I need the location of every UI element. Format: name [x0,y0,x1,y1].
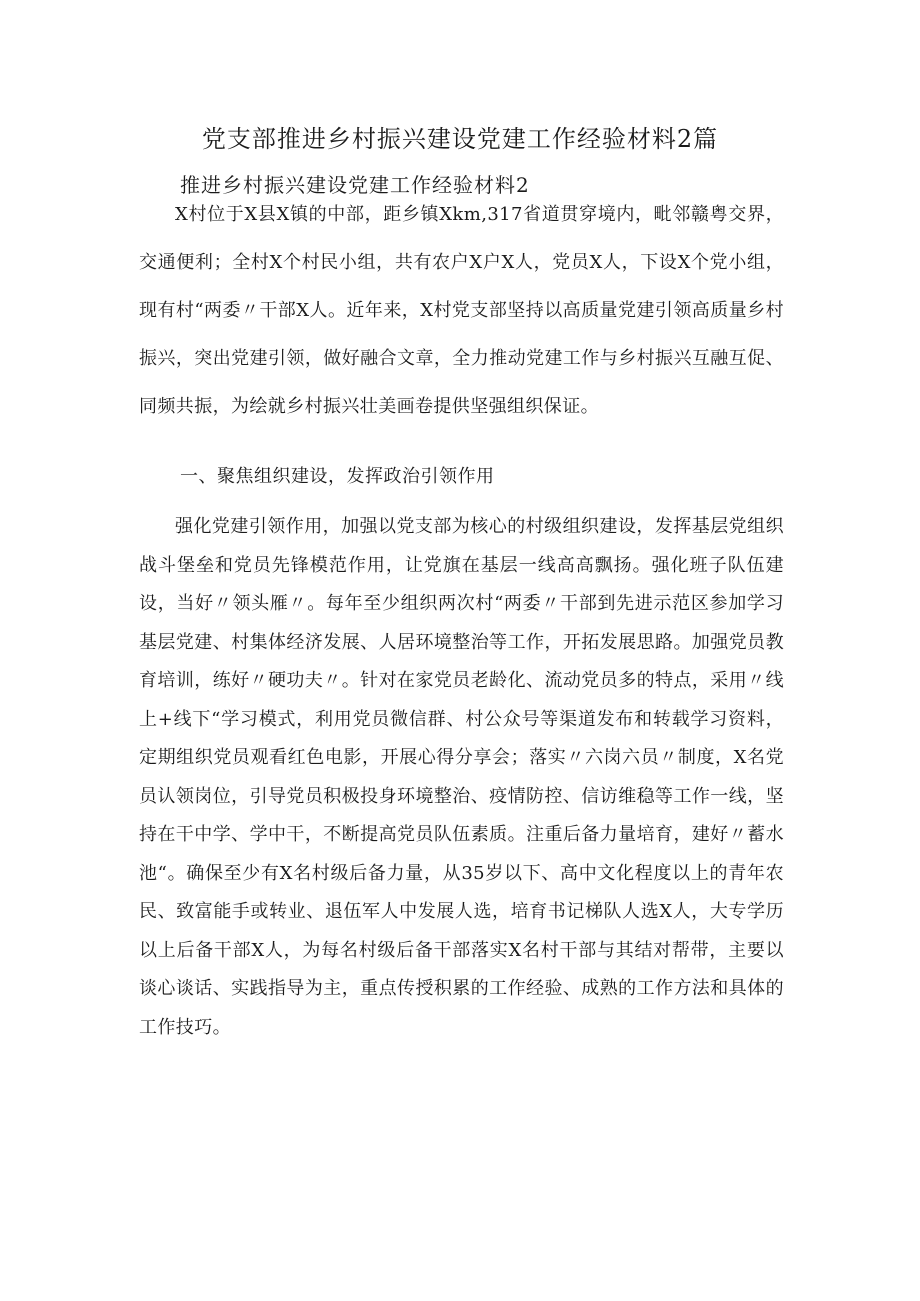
document-subtitle: 推进乡村振兴建设党建工作经验材料2 [180,173,530,197]
document-title: 党支部推进乡村振兴建设党建工作经验材料2篇 [201,125,719,153]
paragraph-section-one: 强化党建引领作用，加强以党支部为核心的村级组织建设，发挥基层党组织战斗堡垒和党员先锋模范作用，让党旗在基层一线高高飘扬。强化班子队伍建设，当好〃领头雁〃。每年至少组织两次村“两委〃干部到先进示范区参加学习基层党建、村集体经济发展、人居环境整治等工作，开拓发展思路。加强党员教育培训，练好〃硬功夫〃。针对在家党员老龄化、流动党员多的特点，采用〃线上+线下“学习模式，利用党员微信群、村公众号等渠道发布和转载学习资料，定期组织党员观看红色电影，开展心得分享会；落实〃六岗六员〃制度，X名党员认领岗位，引导党员积极投身环境整治、疫情防控、信访维稳等工作一线，坚持在干中学、学中干，不断提高党员队伍素质。注重后备力量培育，建好〃蓄水池“。确保至少有X名村级后备力量，从35岁以下、高中文化程度以上的青年农民、致富能手或转业、退伍军人中发展人选，培育书记梯队人选X人，大专学历以上后备干部X人，为每名村级后备干部落实X名村干部与其结对帮带，主要以谈心谈话、实践指导为主，重点传授积累的工作经验、成熟的工作方法和具体的工作技巧。 [139,516,784,1038]
section-heading: 一、聚焦组织建设，发挥政治引领作用 [180,466,495,487]
paragraph-intro: X村位于X县X镇的中部，距乡镇Xkm,317省道贯穿境内，毗邻赣粤交界，交通便利；全村X个村民小组，共有农户X户X人，党员X人，下设X个党小组，现有村“两委〃干部X人。近年来，X村党支部坚持以高质量党建引领高质量乡村振兴，突出党建引领，做好融合文章，全力推动党建工作与乡村振兴互融互促、同频共振，为绘就乡村振兴壮美画卷提供坚强组织保证。 [139,204,784,417]
